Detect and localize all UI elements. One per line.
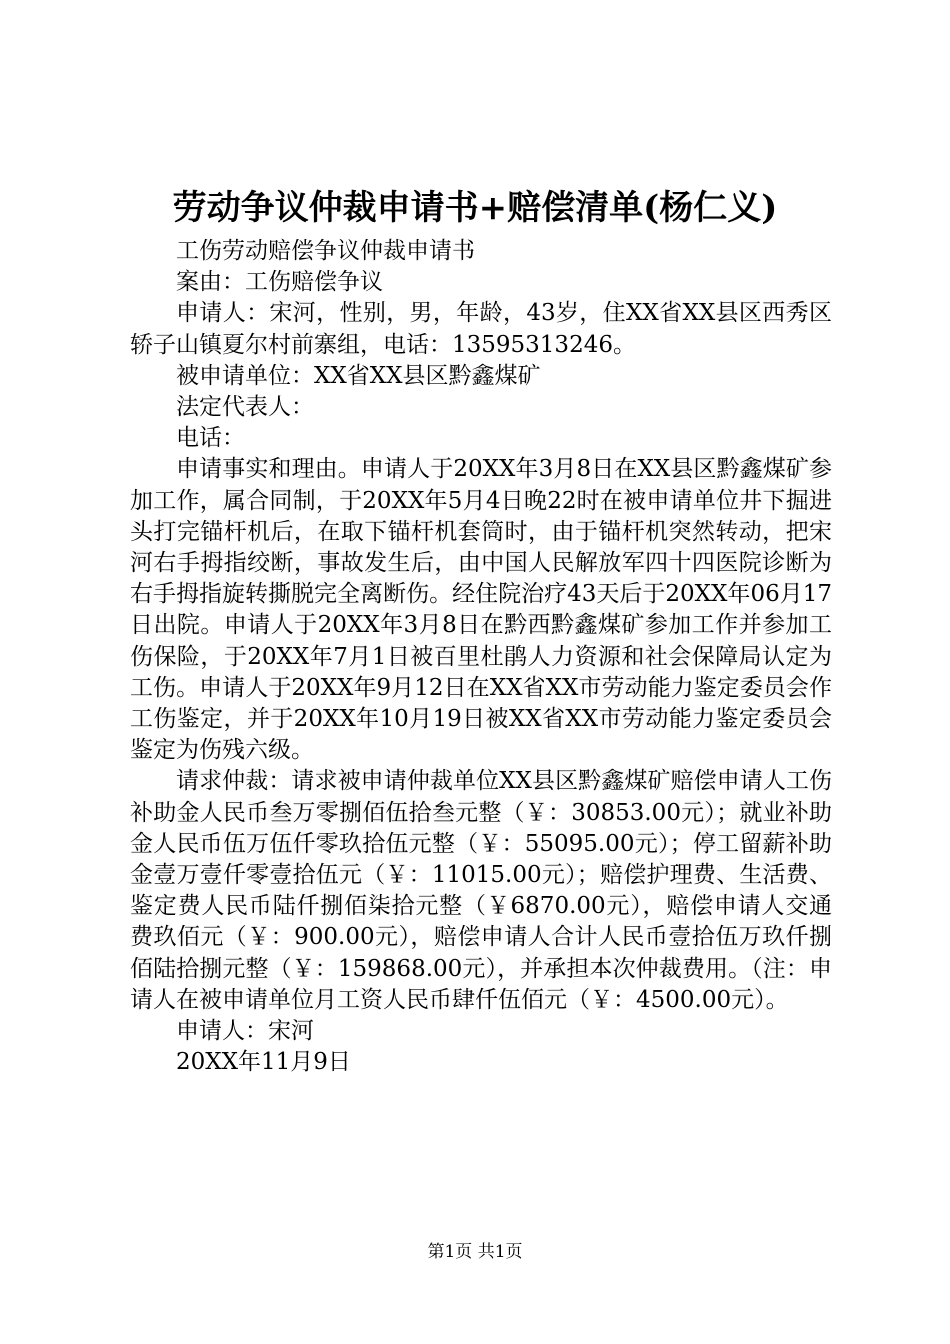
arbitration-claims: 请求仲裁：请求被申请仲裁单位XX县区黔鑫煤矿赔偿申请人工伤补助金人民币叁万零捌佰伍拾叁元整（￥：30853.00元）；就业补助金人民币伍万伍仟零玖拾伍元整（￥：55095.00元）；停工留薪补助金壹万壹仟零壹拾伍元（￥：11015.00元）；赔偿护理费、生活费、鉴定费人民币陆仟捌佰柒拾元整（￥6870.00元），赔偿申请人交通费玖佰元（￥：900.00元），赔偿申请人合计人民币壹拾伍万玖仟捌佰陆拾捌元整（￥：159868.00元），并承担本次仲裁费用。（注：申请人在被申请单位月工资人民币肆仟伍佰元（￥：4500.00元）。 [130, 768, 832, 1013]
signature: 申请人：宋河 [176, 1018, 314, 1045]
case-cause: 案由：工伤赔偿争议 [176, 269, 383, 296]
document-body [130, 236, 832, 1078]
facts-and-reasons: 申请事实和理由。申请人于20XX年3月8日在XX县区黔鑫煤矿参加工作，属合同制，于20XX年5月4日晚22时在被申请单位井下掘进头打完锚杆机后，在取下锚杆机套筒时，由于锚杆机突然转动，把宋河右手拇指绞断，事故发生后，由中国人民解放军四十四医院诊断为右手拇指旋转撕脱完全离断伤。经住院治疗43天后于20XX年06月17日出院。申请人于20XX年3月8日在黔西黔鑫煤矿参加工作并参加工伤保险，于20XX年7月1日被百里杜鹃人力资源和社会保障局认定为工伤。申请人于20XX年9月12日在XX省XX市劳动能力鉴定委员会作工伤鉴定，并于20XX年10月19日被XX省XX市劳动能力鉴定委员会鉴定为伤残六级。 [130, 456, 832, 764]
legal-representative: 法定代表人： [176, 394, 314, 421]
respondent: 被申请单位：XX省XX县区黔鑫煤矿 [176, 362, 541, 389]
phone: 电话： [176, 425, 245, 452]
subtitle: 工伤劳动赔偿争议仲裁申请书 [176, 238, 475, 264]
date: 20XX年11月9日 [176, 1049, 351, 1076]
applicant-info: 申请人：宋河，性别，男，年龄，43岁，住XX省XX县区西秀区轿子山镇夏尔村前寨组，电话：13595313246。 [130, 300, 832, 358]
document-title: 劳动争议仲裁申请书+赔偿清单(杨仁义) [172, 188, 778, 228]
page-footer: 第1页 共1页 [427, 1242, 523, 1262]
